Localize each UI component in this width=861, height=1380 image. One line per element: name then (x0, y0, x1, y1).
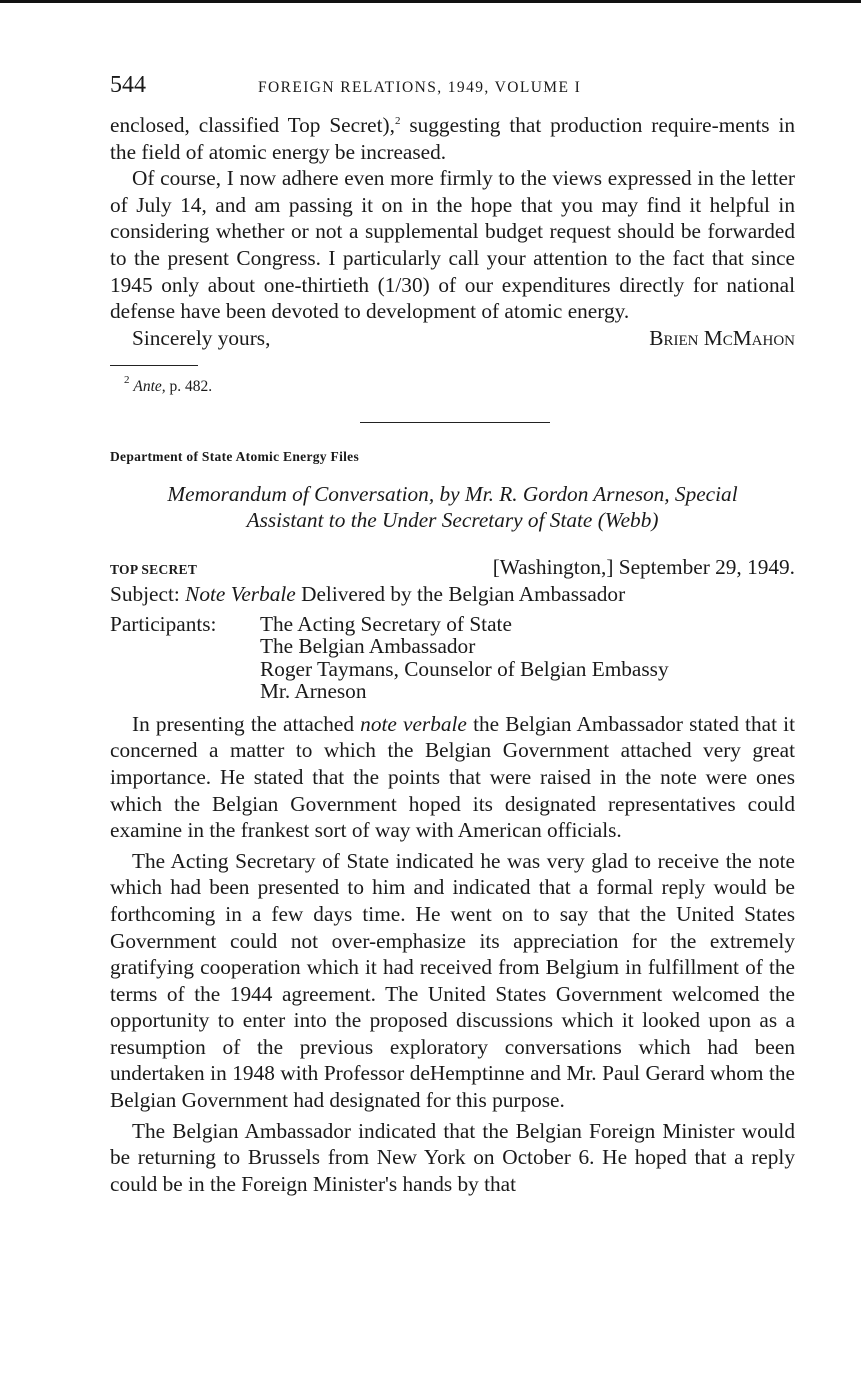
memo-paragraph-3: The Belgian Ambassador indicated that the Belgian Foreign Minister would be returning to Brussels from New York on October 6. He hoped that a reply could be in the Foreign Minister's hands by that (110, 1118, 795, 1196)
memo-paragraph-1-italic: note verbale (360, 711, 467, 736)
letter-paragraph-1 (110, 112, 795, 165)
memo-title-line-1: Memorandum of Conversation, by Mr. R. Gordon Arneson, Special (167, 481, 738, 506)
page-header (110, 72, 795, 112)
letter-closing (110, 325, 795, 351)
subject-text: Delivered by the Belgian Ambassador (295, 581, 626, 606)
letter-paragraph-1-text-b: suggesting that production require-ments in the field of atomic energy be increased. (110, 113, 796, 164)
participant-item: Roger Taymans, Counselor of Belgian Embassy (260, 656, 669, 681)
document-source: Department of State Atomic Energy Files (110, 448, 360, 464)
page-number: 544 (110, 72, 146, 98)
signature: Brien McMahon (649, 325, 795, 350)
memo-paragraph-1 (110, 711, 795, 844)
footnote-mark: 2 (124, 373, 130, 386)
place-date: [Washington,] September 29, 1949. (492, 554, 795, 579)
participants-block (110, 613, 795, 703)
footnote-rule (110, 365, 198, 366)
memo-title-line-2: Assistant to the Under Secretary of State (Webb) (246, 507, 659, 532)
classification-label: TOP SECRET (110, 561, 198, 577)
document-page (110, 72, 795, 1197)
memo-paragraph-1-text-a: In presenting the attached (132, 711, 361, 736)
memo-title (110, 481, 795, 533)
participants-label: Participants: (110, 611, 217, 636)
subject-italic: Note Verbale (185, 581, 296, 606)
participants-list (260, 613, 669, 703)
participant-item: Mr. Arneson (260, 679, 367, 704)
memo-paragraph-1-text-b: the Belgian Ambassador stated that it concerned a matter to which the Belgian Government attached very great importance. He stated that the points that were raised in the note were ones which the Belgian Government hoped its designated representatives could examine in the frankest sort of way with American officials. (110, 711, 796, 843)
footnote-italic: Ante, (133, 377, 166, 395)
footnote-text: p. 482. (165, 377, 213, 395)
dateline (110, 555, 795, 580)
page-edge (0, 0, 861, 3)
subject-label: Subject: (110, 581, 180, 606)
footnote-reference[interactable]: 2 (394, 115, 401, 127)
participant-item: The Acting Secretary of State (260, 611, 512, 636)
letter-paragraph-1-text-a: enclosed, classified Top Secret), (110, 113, 395, 137)
participant-item: The Belgian Ambassador (260, 634, 476, 659)
subject-line (110, 581, 795, 608)
closing-salutation: Sincerely yours, (132, 325, 271, 350)
section-divider (360, 422, 550, 423)
running-title: FOREIGN RELATIONS, 1949, VOLUME I (258, 79, 582, 96)
footnote (124, 373, 795, 396)
letter-paragraph-2: Of course, I now adhere even more firmly to the views expressed in the letter of July 14, and am passing it on in the hope that you may find it helpful in considering whether or not a supplemental budget request should be forwarded to the present Congress. I particularly call your attention to the fact that since 1945 only about one-thirtieth (1/30) of our expenditures directly for national defense have been devoted to development of atomic energy. (110, 166, 795, 324)
memo-paragraph-2: The Acting Secretary of State indicated he was very glad to receive the note which had been presented to him and indicated that a formal reply would be forthcoming in a few days time. He went on to say that the United States Government could not over-emphasize its appreciation for the extremely gratifying cooperation which it had received from Belgium in fulfillment of the terms of the 1944 agreement. The United States Government welcomed the opportunity to enter into the proposed discussions which it looked upon as a resumption of the previous exploratory conversations which had been undertaken in 1948 with Professor deHemptinne and Mr. Paul Gerard whom the Belgian Government had designated for this purpose. (110, 848, 795, 1113)
